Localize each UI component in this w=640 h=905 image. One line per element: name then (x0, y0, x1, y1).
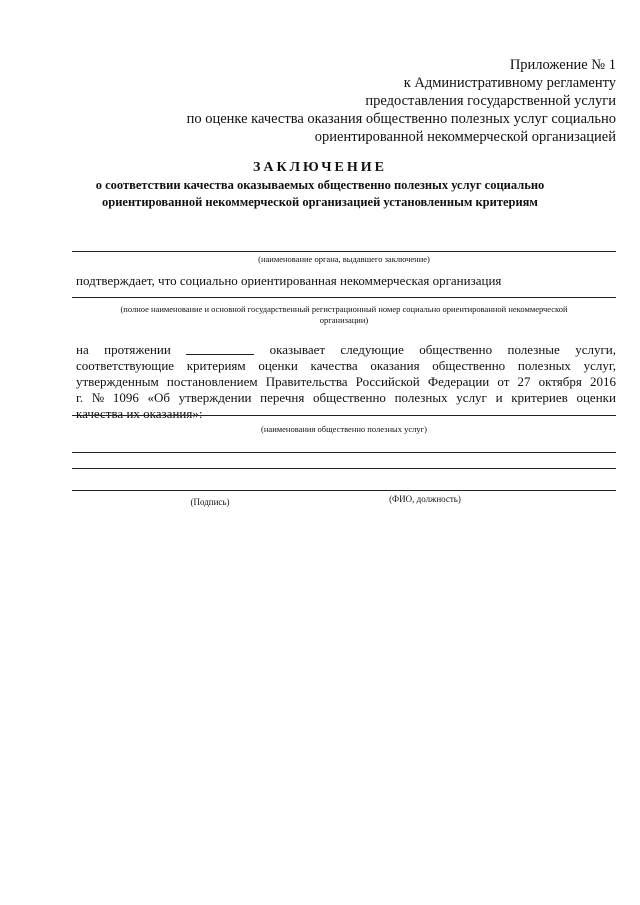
appendix-number: Приложение № 1 (509, 57, 616, 73)
word: на (76, 342, 89, 357)
document-title: ЗАКЛЮЧЕНИЕ (252, 160, 388, 175)
word: от (497, 374, 510, 389)
organ-name-caption: (наименование органа, выдавшего заключение) (258, 254, 430, 264)
word: критериям (186, 358, 246, 373)
subtitle-line-1: о соответствии качества оказываемых общественно полезных услуг социально (95, 178, 545, 192)
word: оказывает (269, 342, 326, 357)
services-line-3[interactable] (72, 468, 616, 469)
word: оценки (258, 358, 298, 373)
organization-caption-line-1: (полное наименование и основной государственный регистрационный номер социально ориентированной некоммерческой (120, 304, 568, 314)
word: «Об (147, 390, 171, 405)
appendix-line-5: ориентированной некоммерческой организацией (314, 129, 616, 145)
word: утверждении (178, 390, 252, 405)
paragraph-row-2 (76, 358, 616, 374)
word: утвержденным (76, 374, 159, 389)
word: № (91, 390, 105, 405)
signature-line[interactable] (72, 490, 616, 491)
word: общественно (432, 358, 506, 373)
paragraph-row-3 (76, 374, 616, 390)
organization-name-line[interactable] (72, 297, 616, 298)
signature-caption: (Подпись) (190, 497, 230, 507)
appendix-line-3: предоставления государственной услуги (365, 93, 616, 109)
organization-caption-line-2: организации) (319, 315, 369, 325)
word: услуги, (575, 342, 616, 357)
period-blank-field[interactable] (186, 342, 254, 355)
word: и (495, 390, 503, 405)
word: полезных (517, 358, 571, 373)
paragraph-row-4 (76, 390, 616, 406)
word: полезных (394, 390, 448, 405)
services-line-1[interactable] (72, 415, 616, 416)
organ-name-line[interactable] (72, 251, 616, 252)
services-caption: (наименования общественно полезных услуг) (261, 424, 427, 434)
word: 2016 (589, 374, 616, 389)
word: критериев (511, 390, 568, 405)
paragraph-row-5: качества их оказания»: (76, 406, 203, 421)
word: 1096 (112, 390, 139, 405)
word: Федерации (427, 374, 490, 389)
word: следующие (340, 342, 404, 357)
document-subtitle (40, 177, 600, 211)
word: общественно (313, 390, 386, 405)
word: полезные (507, 342, 560, 357)
word: Российской (355, 374, 420, 389)
fio-caption: (ФИО, должность) (389, 494, 461, 504)
word: Правительства (265, 374, 348, 389)
word: общественно (419, 342, 493, 357)
organization-name-caption (72, 304, 616, 326)
word: качества (310, 358, 358, 373)
word: услуг, (583, 358, 616, 373)
word: соответствующие (76, 358, 175, 373)
confirm-text: подтверждает, что социально ориентированная некоммерческая организация (76, 273, 502, 288)
word: г. (76, 390, 84, 405)
subtitle-line-2: ориентированной некоммерческой организацией установленным критериям (102, 195, 538, 209)
appendix-line-4: по оценке качества оказания общественно полезных услуг социально (186, 111, 616, 127)
paragraph-row-1 (76, 342, 616, 358)
word: оказания (370, 358, 420, 373)
word: перечня (260, 390, 305, 405)
word: постановлением (166, 374, 258, 389)
appendix-line-2: к Административному регламенту (403, 75, 616, 91)
word: октября (538, 374, 582, 389)
word: протяжении (104, 342, 171, 357)
services-paragraph (76, 342, 616, 422)
word: оценки (576, 390, 616, 405)
word: 27 (517, 374, 531, 389)
appendix-header (116, 56, 616, 146)
services-line-2[interactable] (72, 452, 616, 453)
word: услуг (456, 390, 487, 405)
